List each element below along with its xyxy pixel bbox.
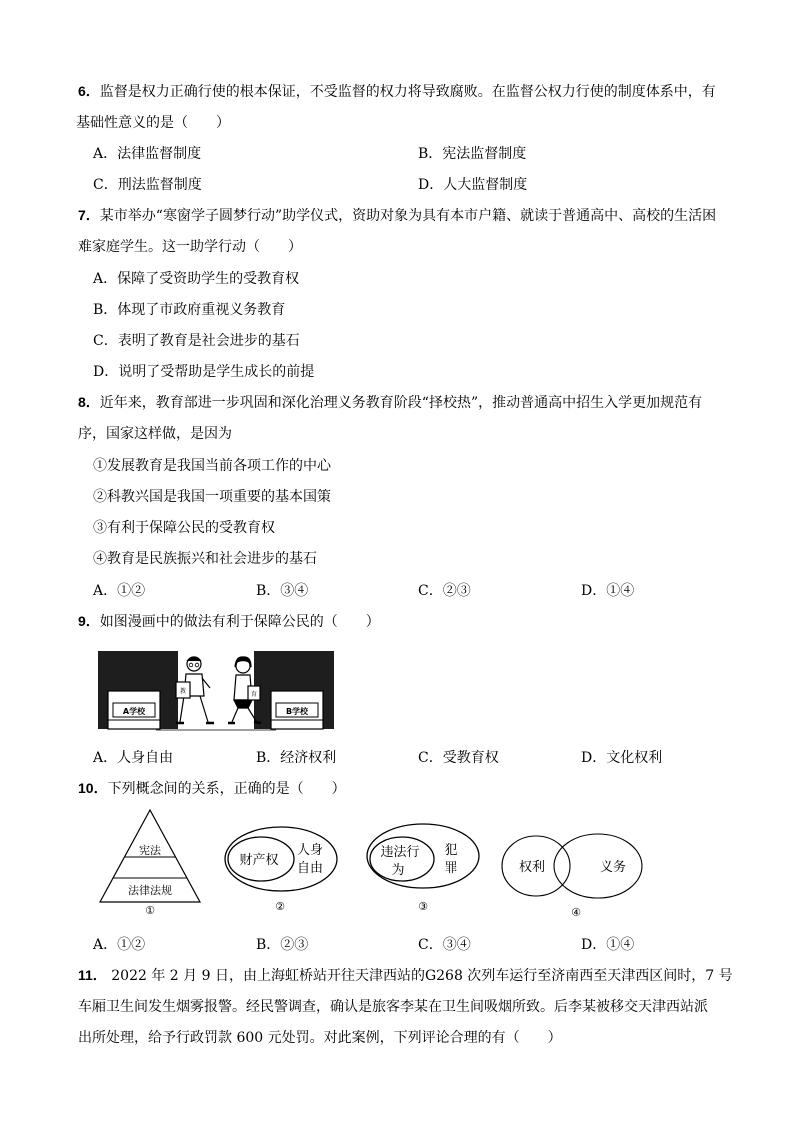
question-text: 监督是权力正确行使的根本保证，不受监督的权力将导致腐败。在监督公权力行使的制度体系中，有	[99, 84, 716, 100]
statement-item: ③有利于保障公民的受教育权	[93, 520, 275, 536]
question-number: 9．	[78, 613, 100, 629]
bag-label: 教	[179, 688, 187, 695]
diagram-number: ③	[418, 900, 428, 913]
option-b[interactable]: B．体现了市政府重视义务教育	[93, 302, 286, 318]
pyramid-top-label: 宪法	[139, 844, 161, 857]
diagram-1-pyramid	[100, 810, 200, 917]
question-9	[78, 606, 748, 638]
diagram-number: ②	[275, 900, 285, 913]
statement-item: ②科教兴国是我国一项重要的基本国策	[93, 489, 331, 505]
outer-label-line2: 自由	[296, 861, 324, 876]
option-a[interactable]: A．①②	[93, 937, 146, 953]
diagram-3-nested-ellipses	[367, 824, 479, 913]
option-b[interactable]: B．宪法监督制度	[418, 146, 527, 162]
option-c[interactable]: C．表明了教育是社会进步的基石	[93, 333, 300, 349]
diagram-number: ①	[145, 904, 155, 917]
question-text: 2022 年 2 月 9 日，由上海虹桥站开往天津西站的G268 次列车运行至济南西至天津西区间时，7 号	[106, 968, 733, 984]
option-a[interactable]: A．法律监督制度	[93, 146, 202, 162]
question-number: 8．	[78, 394, 100, 410]
option-c[interactable]: C．刑法监督制度	[93, 177, 202, 193]
question-number: 6．	[78, 83, 100, 99]
concept-diagrams	[96, 806, 656, 922]
question-11	[78, 960, 748, 1054]
option-b[interactable]: B．经济权利	[256, 750, 337, 766]
option-a[interactable]: A．人身自由	[93, 750, 174, 766]
pyramid-bottom-label: 法律法规	[128, 884, 172, 897]
option-a[interactable]: A．①②	[93, 583, 146, 599]
question-text: 某市举办“寒窗学子圆梦行动”助学仪式，资助对象为具有本市户籍、就读于普通高中、高校的生活困	[99, 208, 717, 224]
diagram-2-nested-ellipses	[225, 827, 337, 913]
question-text: 基础性意义的是（ ）	[76, 115, 230, 131]
question-7	[78, 200, 748, 263]
option-c[interactable]: C．受教育权	[418, 750, 499, 766]
option-d[interactable]: D．人大监督制度	[418, 177, 528, 193]
option-a[interactable]: A．保障了受资助学生的受教育权	[93, 271, 300, 287]
bag-label: 育	[250, 691, 258, 698]
outer-label-line1: 犯	[444, 843, 458, 858]
option-d[interactable]: D．①④	[581, 937, 635, 953]
inner-label-line2: 为	[391, 863, 405, 878]
question-number: 11．	[78, 967, 107, 983]
right-label: 义务	[599, 860, 627, 875]
statement-item: ④教育是民族振兴和社会进步的基石	[93, 551, 317, 567]
option-d[interactable]: D．①④	[581, 583, 635, 599]
option-c[interactable]: C．②③	[418, 583, 471, 599]
outer-label-line1: 人身	[296, 843, 324, 858]
question-text: 出所处理，给予行政罚款 600 元处罚。对此案例，下列评论合理的有（ ）	[78, 1030, 562, 1046]
diagram-4-overlapping-circles	[502, 834, 642, 919]
question-text: 序，国家这样做，是因为	[78, 426, 232, 442]
option-d[interactable]: D．说明了受帮助是学生成长的前提	[93, 364, 315, 380]
question-10	[78, 773, 748, 805]
option-b[interactable]: B．②③	[256, 937, 309, 953]
question-text: 近年来，教育部进一步巩固和深化治理义务教育阶段“择校热”，推动普通高中招生入学更加规范有	[99, 395, 703, 411]
question-number: 7．	[78, 207, 100, 223]
outer-label-line2: 罪	[444, 861, 458, 876]
option-c[interactable]: C．③④	[418, 937, 471, 953]
question-text: 车厢卫生间发生烟雾报警。经民警调查，确认是旅客李某在卫生间吸烟所致。后李某被移交天津西站派	[78, 999, 708, 1015]
cartoon-image	[96, 648, 336, 732]
diagram-number: ④	[571, 906, 581, 919]
question-number: 10．	[78, 780, 108, 796]
question-text: 难家庭学生。这一助学行动（ ）	[78, 239, 302, 255]
question-text: 下列概念间的关系，正确的是（ ）	[107, 781, 346, 797]
question-6	[78, 76, 748, 139]
school-a-sign: A学校	[122, 707, 146, 716]
question-8	[78, 387, 748, 450]
option-d[interactable]: D．文化权利	[581, 750, 663, 766]
inner-label-line1: 违法行	[380, 845, 420, 860]
school-b-sign: B学校	[285, 707, 309, 716]
left-label: 权利	[518, 860, 546, 875]
statement-item: ①发展教育是我国当前各项工作的中心	[93, 458, 331, 474]
question-text: 如图漫画中的做法有利于保障公民的（ ）	[99, 614, 380, 630]
option-b[interactable]: B．③④	[256, 583, 309, 599]
inner-label: 财产权	[239, 853, 279, 868]
